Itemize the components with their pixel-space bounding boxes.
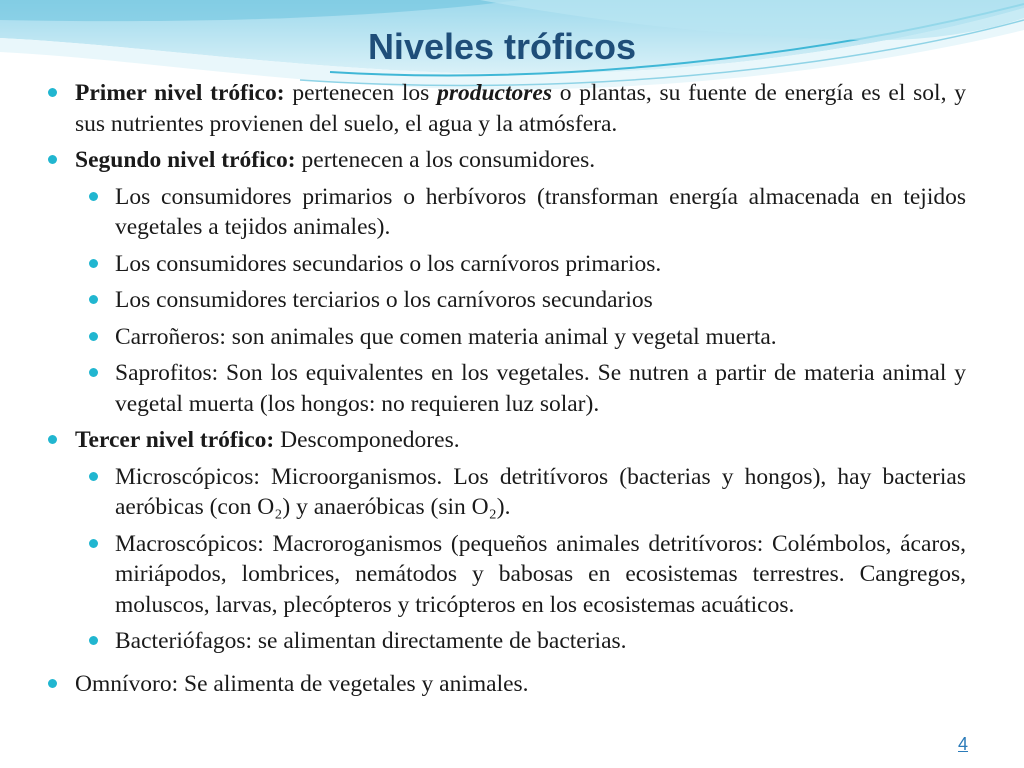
bullet-text: Descomponedores. bbox=[274, 427, 460, 453]
page-number[interactable]: 4 bbox=[958, 734, 969, 754]
subbullet-consumidores-terciarios bbox=[44, 285, 966, 316]
bullet-dot-icon bbox=[89, 192, 98, 201]
subbullet-macroscopicos bbox=[44, 529, 966, 621]
bullet-dot-icon bbox=[89, 368, 98, 377]
bullet-dot-icon bbox=[89, 636, 98, 645]
bullet-text: Macroscópicos: Macroroganismos (pequeños animales detritívoros: Colémbolos, ácaros, miriápodos, lombrices, nemátodos y babosas en ecosistemas terrestres. Cangregos, moluscos, larvas, plecópteros y tricópteros en los ecosistemas acuáticos. bbox=[115, 530, 966, 618]
bullet-dot-icon bbox=[89, 332, 98, 341]
bullet-segundo-nivel bbox=[44, 145, 966, 176]
bullet-text: Los consumidores terciarios o los carnívoros secundarios bbox=[115, 287, 653, 313]
bullet-dot-icon bbox=[89, 295, 98, 304]
bullet-dot-icon bbox=[48, 88, 57, 97]
bullet-dot-icon bbox=[48, 435, 57, 444]
bullet-heading: Segundo nivel trófico: bbox=[75, 147, 296, 173]
bullet-text: Los consumidores primarios o herbívoros (transforman energía almacenada en tejidos vegetales a tejidos animales). bbox=[115, 183, 966, 240]
bullet-dot-icon bbox=[48, 679, 57, 688]
slide-content bbox=[44, 78, 966, 699]
bullet-text: Omnívoro: Se alimenta de vegetales y animales. bbox=[75, 670, 529, 697]
bullet-text: Los consumidores secundarios o los carnívoros primarios. bbox=[115, 250, 662, 277]
bullet-text: pertenecen los bbox=[284, 80, 438, 106]
bullet-text: Bacteriófagos: se alimentan directamente de bacterias. bbox=[115, 628, 627, 654]
bullet-heading: Tercer nivel trófico: bbox=[75, 427, 275, 453]
subbullet-bacteriofagos bbox=[44, 626, 966, 657]
bullet-text: Saprofitos: Son los equivalentes en los vegetales. Se nutren a partir de materia animal y vegetal muerta (los hongos: no requieren luz solar). bbox=[115, 360, 966, 417]
bullet-primer-nivel bbox=[44, 78, 966, 139]
bullet-dot-icon bbox=[48, 155, 57, 164]
subbullet-microscopicos bbox=[44, 462, 966, 523]
bullet-omnivoro bbox=[44, 669, 966, 700]
bullet-heading: Primer nivel trófico: bbox=[75, 80, 285, 106]
subbullet-carroneros bbox=[44, 322, 966, 353]
bullet-text: pertenecen a los consumidores. bbox=[295, 147, 596, 173]
bullet-dot-icon bbox=[89, 259, 98, 268]
bullet-emphasis: productores bbox=[437, 80, 552, 106]
subbullet-saprofitos bbox=[44, 358, 966, 419]
bullet-tercer-nivel bbox=[44, 425, 966, 456]
bullet-dot-icon bbox=[89, 539, 98, 548]
subbullet-consumidores-secundarios bbox=[44, 249, 966, 280]
slide-title: Niveles tróficos bbox=[367, 26, 637, 67]
bullet-text: Microscópicos: Microorganismos. Los detritívoros (bacterias y hongos), hay bacterias aeróbicas (con O₂) y anaeróbicas (sin O₂). bbox=[115, 463, 966, 520]
bullet-text: o plantas, su fuente de energía es el sol, y sus nutrientes provienen del suelo, el agua y la atmósfera. bbox=[75, 80, 966, 137]
bullet-dot-icon bbox=[89, 472, 98, 481]
subbullet-consumidores-primarios bbox=[44, 182, 966, 243]
bullet-text: Carroñeros: son animales que comen materia animal y vegetal muerta. bbox=[115, 323, 777, 350]
